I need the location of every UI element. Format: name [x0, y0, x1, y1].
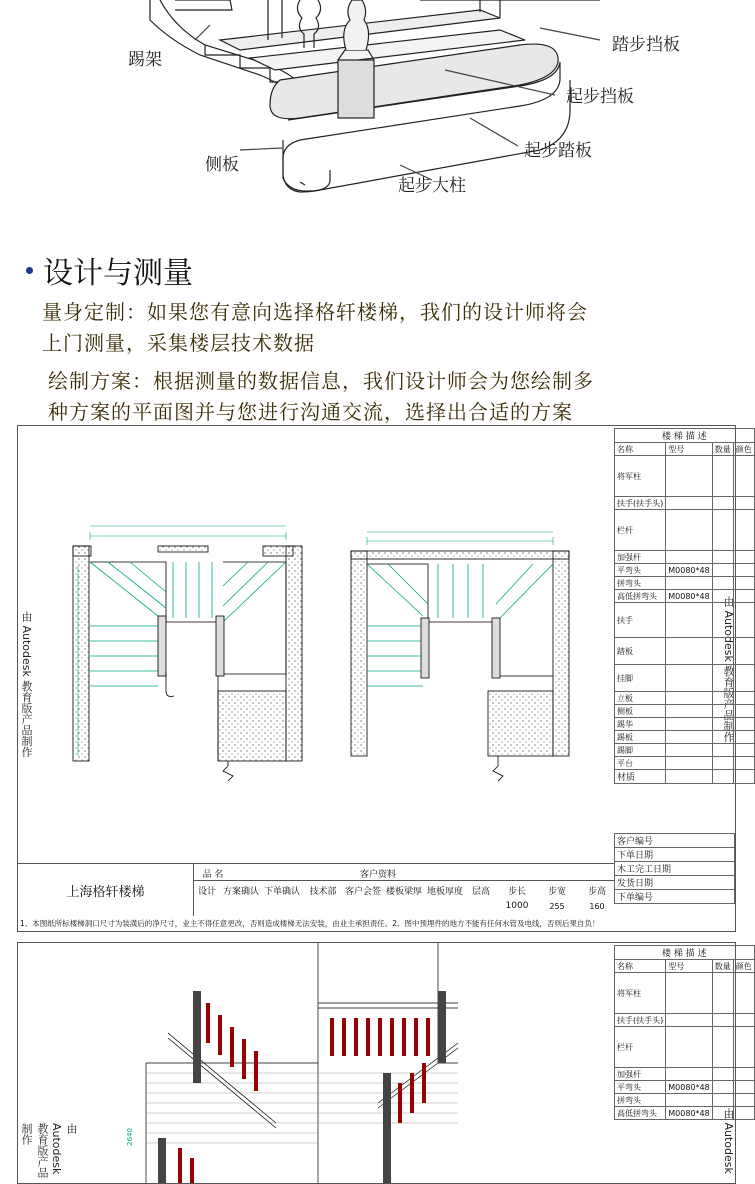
desc-row: 扶手(扶手头): [615, 1014, 666, 1027]
desc-row: 栏杆: [615, 1027, 666, 1068]
desc-row: 平台: [615, 757, 666, 770]
section-heading: [26, 248, 193, 292]
desc-row: 拼弯头: [615, 1094, 666, 1107]
label-stringer: 侧板: [205, 155, 239, 175]
stair-description-table: [614, 945, 755, 1120]
desc-row: 高低拼弯头: [615, 1107, 666, 1120]
stair-description-table: [614, 428, 755, 784]
order-field: 木工完工日期: [615, 862, 735, 876]
model-value: M0080*48: [666, 590, 712, 603]
section-heading-text: 设计与测量: [43, 256, 193, 291]
label-starting-tread: 起步踏板: [524, 141, 592, 161]
desc-row: 挂脚: [615, 665, 666, 692]
header-cell: 下单确认: [263, 887, 300, 897]
desc-row: 踢华: [615, 718, 666, 731]
floor-plan-drawing: [17, 425, 752, 932]
header-cell: 方案确认: [222, 887, 259, 897]
desc-col: 型号: [666, 443, 712, 456]
header-cell: 客户会签: [344, 887, 381, 897]
value-cell: 1000: [505, 901, 529, 911]
value-cell: 160: [589, 902, 605, 911]
desc-row: 将军柱: [615, 456, 666, 497]
order-field: 客户编号: [615, 834, 735, 848]
label-starting-riser: 起步挡板: [566, 87, 634, 107]
desc-row: 平弯头: [615, 1081, 666, 1094]
desc-row: 平弯头: [615, 564, 666, 577]
desc-row: 踢板: [615, 731, 666, 744]
header-cell: 步长: [507, 887, 526, 897]
order-field: 下单日期: [615, 848, 735, 862]
watermark-left: 由 Autodesk 教育版产品制作: [20, 1123, 78, 1178]
header-cell: 步高: [587, 887, 606, 897]
header-cell: 地板厚度: [426, 887, 463, 897]
paragraph-line: 绘制方案：根据测量的数据信息，我们设计师会为您绘制多: [48, 369, 594, 393]
desc-row: 栏杆: [615, 510, 666, 551]
desc-row: 扶手(扶手头): [615, 497, 666, 510]
model-value: M0080*48: [666, 564, 712, 577]
order-field: 发货日期: [615, 876, 735, 890]
order-info-table: [614, 833, 735, 904]
desc-row: 将军柱: [615, 973, 666, 1014]
header-cell: 层高: [471, 887, 490, 897]
desc-header: 楼 梯 描 述: [615, 946, 755, 960]
header-cell: 设计: [197, 887, 216, 897]
paragraph-line: 上门测量，采集楼层技术数据: [42, 331, 315, 355]
label-starting-newel: 起步大柱: [398, 176, 466, 196]
watermark-right: 由 Autodesk 教育版产品制作: [722, 596, 735, 743]
desc-row: 高低拼弯头: [615, 590, 666, 603]
label-step-riser: 踏步挡板: [612, 35, 680, 55]
desc-header: 楼 梯 描 述: [615, 429, 755, 443]
desc-col: 名称: [615, 960, 666, 973]
footnote: 1、本图纸所标楼梯洞口尺寸为装潢后的净尺寸，业主不得任意更改，否则造成楼梯无法安装，由业主承担责任。2、图中预埋件的地方不能有任何水管及电线，否则后果自负！: [20, 919, 600, 928]
desc-row: 加强杆: [615, 551, 666, 564]
elevation-views: [18, 943, 618, 1183]
desc-col: 型号: [666, 960, 712, 973]
model-value: M0080*48: [666, 1081, 712, 1094]
paragraph-line: 量身定制：如果您有意向选择格轩楼梯，我们的设计师将会: [42, 300, 588, 324]
stair-illustration: [0, 0, 750, 230]
paragraph-plan: [48, 366, 594, 428]
desc-row: 扶手: [615, 603, 666, 638]
product-name-label: 品 名: [202, 870, 224, 880]
header-cell: 技术部: [309, 887, 337, 897]
elevation-drawing: [17, 942, 752, 1184]
watermark-right: 由 Autodesk: [722, 1108, 735, 1174]
model-value: M0080*48: [666, 1107, 712, 1120]
desc-row: 踢脚: [615, 744, 666, 757]
header-cell: 步宽: [547, 887, 566, 897]
plan-views: [18, 426, 618, 866]
desc-col: 颜色: [733, 443, 754, 456]
height-dimension: 2640: [125, 1128, 134, 1146]
desc-row: 踏板: [615, 638, 666, 665]
desc-row: 材质: [615, 770, 666, 784]
watermark-left: 由 Autodesk 教育版产品制作: [20, 611, 33, 758]
desc-col: 名称: [615, 443, 666, 456]
desc-row: 立板: [615, 692, 666, 705]
desc-row: 加强杆: [615, 1068, 666, 1081]
bullet-icon: [26, 267, 33, 274]
desc-row: 侧板: [615, 705, 666, 718]
desc-col: 颜色: [733, 960, 754, 973]
value-cell: 255: [549, 902, 565, 911]
paragraph-measurement: [42, 297, 588, 359]
company-name: 上海格轩楼梯: [18, 864, 194, 916]
header-cell: 楼板梁厚: [385, 887, 422, 897]
paragraph-line: 种方案的平面图并与您进行沟通交流，选择出合适的方案: [48, 400, 573, 424]
desc-col: 数量: [712, 960, 733, 973]
desc-row: 拼弯头: [615, 577, 666, 590]
label-riser-bracket: 踢架: [128, 50, 162, 70]
title-block: [18, 863, 614, 916]
order-field: 下单编号: [615, 890, 735, 904]
customer-info-label: 客户资料: [359, 870, 396, 880]
desc-col: 数量: [712, 443, 733, 456]
